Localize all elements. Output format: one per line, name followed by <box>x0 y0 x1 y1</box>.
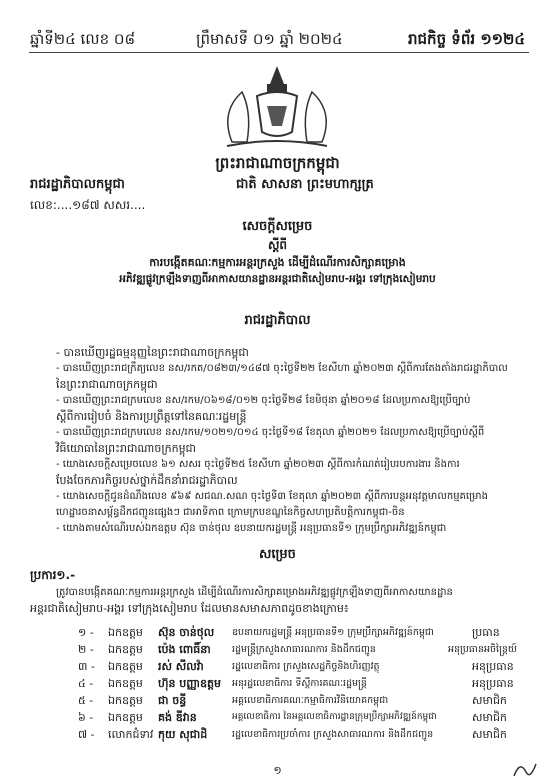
member-no: ២ - <box>78 643 94 656</box>
article-1-text: ត្រូវបានបង្កើតគណៈកម្មការអន្តរក្រសួង ដើម្បីដំណើរការសិក្សាគម្រោងអភិវឌ្ឍផ្លូវក្រឡឹងទាញពីអាកាសយានដ្ឋាន <box>56 587 453 598</box>
signature-mark <box>510 758 540 782</box>
government-name: រាជរដ្ឋាភិបាលកម្ពុជា <box>30 177 125 192</box>
decision-number: លេខ:....១៨៧ សសរ.... <box>30 198 146 212</box>
member-name: ហ៊ុន បញ្ញាឧត្ដម <box>158 677 221 690</box>
member-title: លោកជំទាវ <box>108 728 154 741</box>
member-role: សមាជិក <box>472 711 507 724</box>
member-name: ស៊ុន ចាន់ថុល <box>158 626 215 639</box>
consideration-line: បែងចែកភារកិច្ចរបស់ថ្នាក់ដឹកនាំរាជរដ្ឋាភិបាល <box>56 474 238 487</box>
consideration-line: - យោងសេចក្ដីសម្រេចលេខ ៦១ សសរ ចុះថ្ងៃទី២៥ ខែសីហា ឆ្នាំ២០២៣ ស្ដីពីការកំណត់រៀបរបការងារ និងការ <box>56 459 460 470</box>
member-role: អនុប្រធានអចិន្ត្រៃយ៍ <box>448 644 517 655</box>
decide-heading: សម្រេច <box>259 547 296 562</box>
subject-line-2: អភិវឌ្ឍផ្លូវក្រឡឹងទាញពីអាកាសយានដ្ឋានអន្តរជាតិសៀមរាប-អង្គរ ទៅក្រុងសៀមរាប <box>119 273 436 285</box>
consideration-line: - បានឃើញព្រះរាជក្រមលេខ នស/រកម/១០២១/០១៤ ចុះថ្ងៃទី១៨ ខែតុលា ឆ្នាំ២០២១ ដែលប្រកាសឱ្យប្រើច្បាប់ស្ដីពី <box>56 427 485 438</box>
member-role: សមាជិក <box>472 728 507 741</box>
member-title: ឯកឧត្ដម <box>108 643 143 656</box>
consideration-line: - បានឃើញព្រះរាជក្រមលេខ នស/រកម/០៦១៨/០១២ ចុះថ្ងៃទី២៨ ខែមិថុនា ឆ្នាំ២០១៨ ដែលប្រកាសឱ្យប្រើច្បាប់ <box>56 395 471 406</box>
header-issue: ឆ្នាំទី២៤ លេខ ០៨ <box>30 30 136 48</box>
article-1-text-cont: អន្តរជាតិសៀមរាប-អង្គរ ទៅក្រុងសៀមរាប ដែលមានសមាសភាពដូចខាងក្រោម៖ <box>30 602 349 615</box>
member-no: ៦ - <box>78 711 94 724</box>
member-row <box>60 677 532 692</box>
member-title: ឯកឧត្ដម <box>108 677 143 690</box>
member-name: គង់ ឌីវាន <box>158 711 197 724</box>
member-no: ១ - <box>78 626 94 639</box>
document-sub: ស្ដីពី <box>267 238 288 252</box>
member-position: រដ្ឋលេខាធិការប្រចាំការ ក្រសួងសាធារណការ និងដឹកជញ្ជូន <box>232 729 434 740</box>
member-title: ឯកឧត្ដម <box>108 711 143 724</box>
header-date: ព្រឹមាសទី ០១ ឆ្នាំ ២០២៤ <box>196 30 343 48</box>
member-role: ប្រធាន <box>472 626 500 639</box>
header-page: រាជកិច្ច ទំព័រ ១១២៤ <box>408 30 526 48</box>
member-title: ឯកឧត្ដម <box>108 626 143 639</box>
kingdom-title: ព្រះរាជាណាចក្រកម្ពុជា <box>215 154 340 172</box>
member-no: ៧ - <box>78 728 95 741</box>
member-name: ជា ចន្ធី <box>158 694 187 707</box>
member-row <box>60 728 532 743</box>
member-title: ឯកឧត្ដម <box>108 660 143 673</box>
member-row <box>60 694 532 709</box>
member-row <box>60 660 532 675</box>
subject-line-1: ការបង្កើតគណៈកម្មការអន្តរក្រសួង ដើម្បីដំណើរការសិក្សាគម្រោង <box>149 256 406 269</box>
member-row <box>60 626 532 641</box>
member-position: រដ្ឋមន្ត្រីក្រសួងសាធារណការ និងដឹកជញ្ជូន <box>232 644 376 655</box>
member-row <box>60 643 532 658</box>
national-motto: ជាតិ សាសនា ព្រះមហាក្សត្រ <box>236 177 374 192</box>
member-position: អនុរដ្ឋលេខាធិការ ទីស្ដីការគណៈរដ្ឋមន្ត្រី <box>232 678 367 689</box>
member-no: ៥ - <box>78 694 94 707</box>
member-position: រដ្ឋលេខាធិការ ក្រសួងសេដ្ឋកិច្ចនិងហិរញ្ញវត្ថុ <box>232 661 380 672</box>
member-name: ប៉េង ពោធិ៍នា <box>158 643 211 656</box>
document-type: សេចក្ដីសម្រេច <box>242 219 313 234</box>
member-role: សមាជិក <box>472 694 507 707</box>
consideration-line: វិធិយោធានៃព្រះរាជាណាចក្រកម្ពុជា <box>56 442 197 455</box>
member-position: អគ្គលេខាធិការគណៈកម្មាធិការវិនិយោគកម្ពុជា <box>232 695 389 706</box>
considerations-list <box>56 346 536 538</box>
member-row <box>60 711 532 726</box>
member-role: អនុប្រធាន <box>472 660 514 673</box>
consideration-line: - បានឃើញរដ្ឋធម្មនុញ្ញនៃព្រះរាជាណាចក្រកម្ពុជា <box>56 346 249 359</box>
member-role: អនុប្រធាន <box>472 677 514 690</box>
consideration-line: - យោងតាមសំណើរបស់ឯកឧត្ដម ស៊ុន ចាន់ថុល ឧបនាយករដ្ឋមន្ត្រី អនុប្រធានទី១ ក្រុមប្រឹក្សាអភិវឌ្ឍន៍កម្ពុជា <box>56 523 447 534</box>
header-rule <box>29 52 529 53</box>
member-title: ឯកឧត្ដម <box>108 694 143 707</box>
member-no: ៤ - <box>78 677 94 690</box>
article-1-label: ប្រការ១.- <box>30 568 76 582</box>
member-no: ៣ - <box>78 660 95 673</box>
consideration-line: - យោងសេចក្ដីជូនដំណឹងលេខ ៩៦៩ សជណ.សណ ចុះថ្ងៃទី៣ ខែតុលា ឆ្នាំ២០២៣ ស្ដីពីការបន្តអនុវត្តមាលកម្មគម្រោង <box>56 491 488 502</box>
consideration-line: នៃព្រះរាជាណាចក្រកម្ពុជា <box>56 378 158 391</box>
member-name: កុយ សុជាដិ <box>158 728 208 741</box>
consideration-line: ស្ដីពីការរៀបចំ និងការប្រព្រឹត្តទៅនៃគណៈរដ្ឋមន្ត្រី <box>56 410 247 423</box>
member-position: ឧបនាយករដ្ឋមន្ត្រី អនុប្រធានទី១ ក្រុមប្រឹក្សាអភិវឌ្ឍន៍កម្ពុជា <box>232 627 434 638</box>
consideration-line: ហេដ្ឋារចនាសម្ព័ន្ធដឹកជញ្ជូនផ្សេងៗ ជាអាទិភាព ក្រោមក្របខណ្ឌនៃកិច្ចសហប្រតិបត្តិការកម្ពុជា-ចិន <box>56 507 405 518</box>
issuer: រាជរដ្ឋាភិបាល <box>244 313 311 328</box>
consideration-line: - បានឃើញព្រះរាជក្រឹត្យលេខ នស/រកត/០៨២៣/១៤៨៧ ចុះថ្ងៃទី២២ ខែសីហា ឆ្នាំ២០២៣ ស្ដីពីការតែងតាំងរាជរដ្ឋាភិបាល <box>56 363 508 374</box>
member-name: រស់ សីលវ៉ា <box>158 660 204 673</box>
page-number: ១ <box>273 764 282 777</box>
royal-arms-emblem <box>212 62 342 152</box>
member-position: អគ្គលេខាធិការ នៃអគ្គលេខាធិការដ្ឋានក្រុមប្រឹក្សាអភិវឌ្ឍន៍កម្ពុជា <box>232 712 437 722</box>
